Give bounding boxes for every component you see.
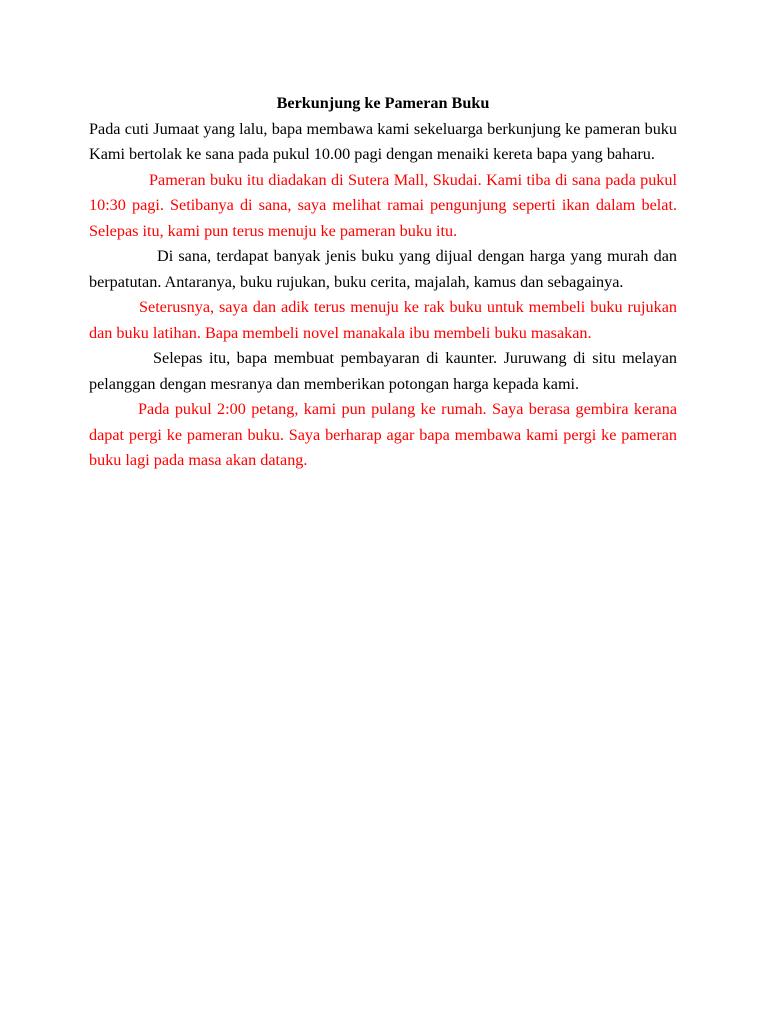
document-title: Berkunjung ke Pameran Buku: [276, 94, 490, 112]
paragraph-3: Di sana, terdapat banyak jenis buku yang dijual dengan harga yang murah dan berpatutan. Antaranya, buku rujukan, buku cerita, majalah, kamus dan sebagainya.: [89, 247, 677, 291]
paragraph-5: Selepas itu, bapa membuat pembayaran di kaunter. Juruwang di situ melayan pelanggan dengan mesranya dan memberikan potongan harga kepada kami.: [89, 349, 677, 393]
paragraph-4: Seterusnya, saya dan adik terus menuju ke rak buku untuk membeli buku rujukan dan buku latihan. Bapa membeli novel manakala ibu membeli buku masakan.: [89, 298, 677, 342]
paragraph-1: Pada cuti Jumaat yang lalu, bapa membawa kami sekeluarga berkunjung ke pameran buku Kami bertolak ke sana pada pukul 10.00 pagi dengan menaiki kereta bapa yang baharu.: [89, 119, 677, 163]
paragraph-6: Pada pukul 2:00 petang, kami pun pulang ke rumah. Saya berasa gembira kerana dapat pergi ke pameran buku. Saya berharap agar bapa membawa kami pergi ke pameran buku lagi pada masa akan datang.: [89, 400, 677, 469]
paragraph-2: Pameran buku itu diadakan di Sutera Mall, Skudai. Kami tiba di sana pada pukul 10:30 pagi. Setibanya di sana, saya melihat ramai pengunjung seperti ikan dalam belat. Selepas itu, kami pun terus menuju ke pameran buku itu.: [89, 170, 677, 240]
document-page: [89, 91, 677, 474]
